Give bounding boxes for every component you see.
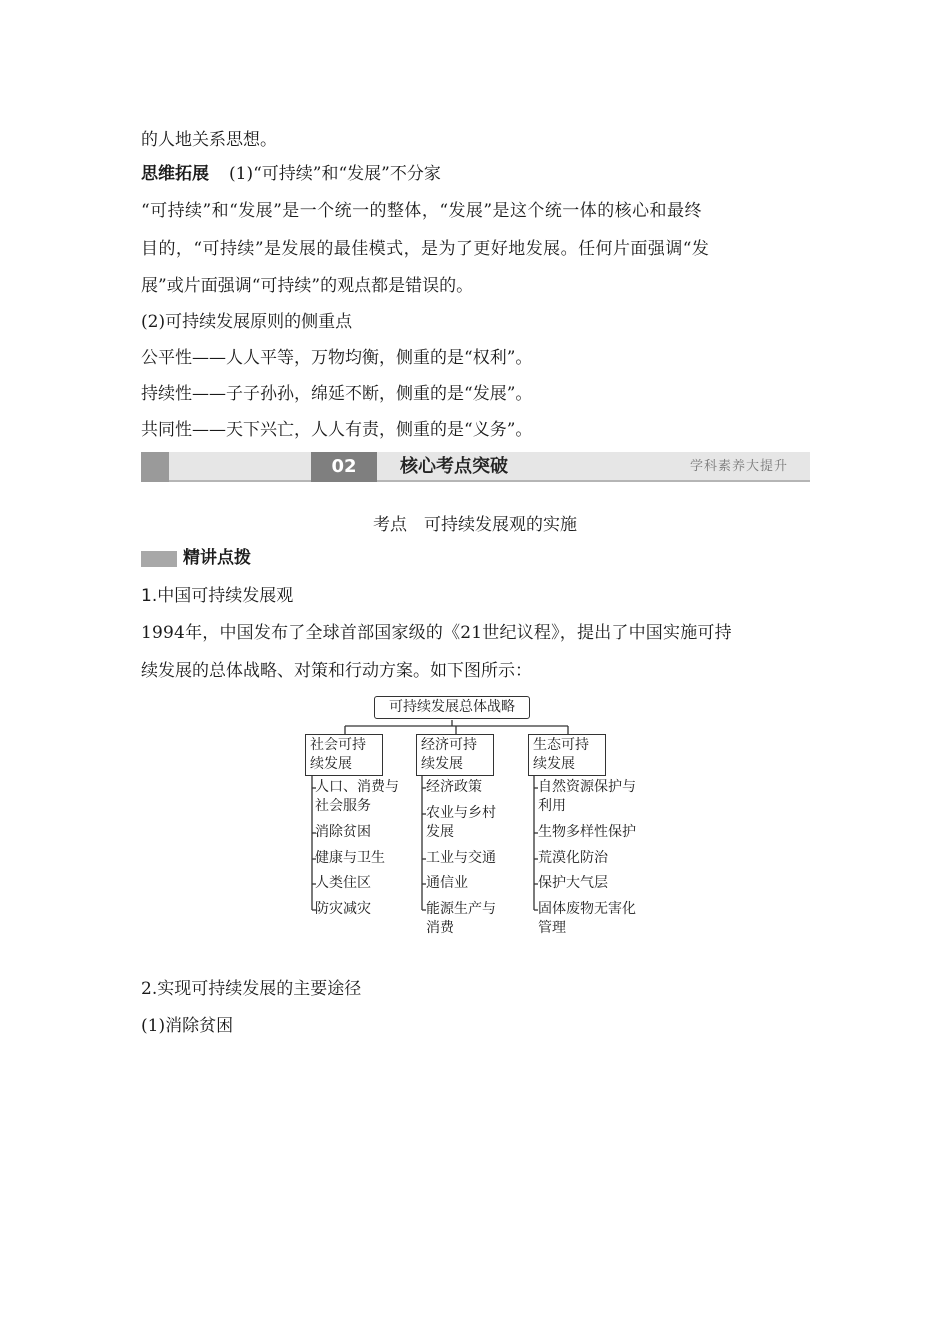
leaf-line: 人口、消费与 — [315, 779, 399, 795]
leaf-line: 农业与乡村 — [426, 805, 496, 821]
category-title-line: 经济可持 — [421, 737, 477, 753]
banner-number: 02 — [311, 452, 377, 482]
leaf-line: 自然资源保护与 — [538, 779, 636, 795]
leaf-line: 固体废物无害化 — [538, 901, 636, 917]
banner-title: 核心考点突破 — [400, 456, 508, 477]
section-banner — [141, 452, 810, 484]
thinking-para-line: “可持续”和“发展”是一个统一的整体，“发展”是这个统一体的核心和最终 — [141, 201, 702, 221]
leaf-line: 能源生产与 — [426, 901, 496, 917]
diagram-leaf: 荒漠化防治 — [538, 850, 608, 866]
section1-para-line: 续发展的总体战略、对策和行动方案。如下图所示： — [141, 661, 532, 681]
strategy-diagram — [300, 694, 680, 944]
diagram-leaf: 健康与卫生 — [315, 850, 385, 866]
diagram-leaf: 保护大气层 — [538, 875, 608, 891]
diagram-category-box — [416, 734, 494, 776]
diagram-leaf — [315, 778, 399, 816]
diagram-category-box — [528, 734, 606, 776]
subhead-marker — [141, 551, 177, 567]
diagram-leaf: 防灾减灾 — [315, 901, 371, 917]
category-title-line: 社会可持 — [310, 737, 366, 753]
principle-line: 持续性——子子孙孙，绵延不断，侧重的是“发展”。 — [141, 384, 533, 404]
category-title-line: 生态可持 — [533, 737, 589, 753]
category-title-line: 续发展 — [533, 756, 575, 772]
diagram-leaf: 消除贫困 — [315, 824, 371, 840]
section1-para-line: 1994年，中国发布了全球首部国家级的《21世纪议程》，提出了中国实施可持 — [141, 623, 732, 643]
diagram-leaf: 经济政策 — [426, 779, 482, 795]
diagram-leaf — [538, 900, 636, 938]
leaf-line: 社会服务 — [315, 798, 371, 814]
leaf-line: 管理 — [538, 920, 566, 936]
thinking-label: 思维拓展 — [141, 164, 209, 184]
thinking-para-line: 展”或片面强调“可持续”的观点都是错误的。 — [141, 276, 474, 296]
diagram-leaf — [426, 804, 496, 842]
banner-subtitle: 学科素养大提升 — [689, 459, 788, 474]
diagram-leaf — [426, 900, 496, 938]
thinking-para-line: 目的，“可持续”是发展的最佳模式，是为了更好地发展。任何片面强调“发 — [141, 239, 710, 259]
diagram-leaf: 生物多样性保护 — [538, 824, 636, 840]
intro-tail: 的人地关系思想。 — [141, 130, 277, 150]
subhead-label: 精讲点拨 — [183, 548, 251, 568]
leaf-line: 利用 — [538, 798, 566, 814]
category-title-line: 续发展 — [421, 756, 463, 772]
diagram-root-box: 可持续发展总体战略 — [374, 696, 530, 719]
section2-heading: 2.实现可持续发展的主要途径 — [141, 979, 362, 999]
diagram-leaf: 工业与交通 — [426, 850, 496, 866]
thinking-heading — [141, 163, 441, 185]
principle-line: 共同性——天下兴亡，人人有责，侧重的是“义务”。 — [141, 420, 533, 440]
section1-heading: 1.中国可持续发展观 — [141, 586, 294, 606]
leaf-line: 消费 — [426, 920, 454, 936]
category-title-line: 续发展 — [310, 756, 352, 772]
banner-left-bar — [141, 452, 169, 482]
diagram-category-box — [305, 734, 383, 776]
thinking-sub2: (2)可持续发展原则的侧重点 — [141, 312, 353, 332]
topic-title: 考点 可持续发展观的实施 — [373, 515, 577, 535]
diagram-leaf: 人类住区 — [315, 875, 371, 891]
thinking-sub1: (1)“可持续”和“发展”不分家 — [229, 164, 441, 184]
diagram-leaf — [538, 778, 636, 816]
leaf-line: 发展 — [426, 824, 454, 840]
principle-line: 公平性——人人平等，万物均衡，侧重的是“权利”。 — [141, 348, 533, 368]
diagram-leaf: 通信业 — [426, 875, 468, 891]
section2-sub1: (1)消除贫困 — [141, 1016, 234, 1036]
